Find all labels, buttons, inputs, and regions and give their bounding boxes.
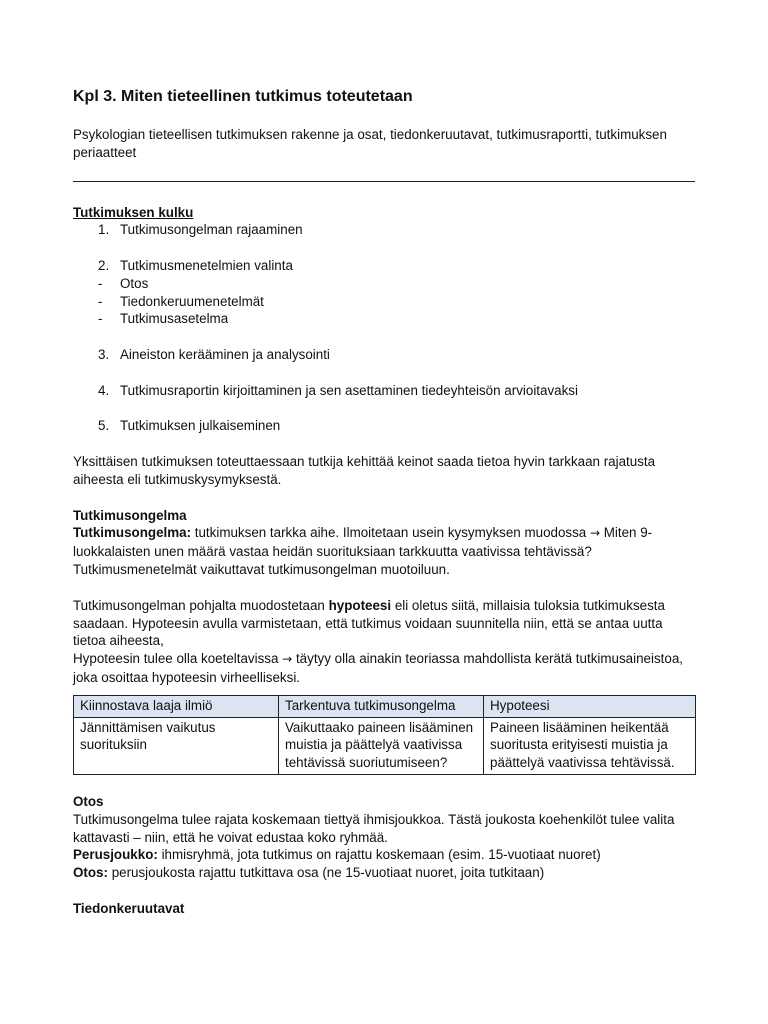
testability-paragraph: Hypoteesin tulee olla koeteltavissa → täytyy olla ainakin teoriassa mahdollista kerätä tutkimusaineistoa, joka osoittaa hypoteesin virheelliseksi. [73,651,683,685]
list-item-step-3 [73,346,695,364]
arrow-right-icon: → [282,652,293,667]
term-tutkimusongelma: Tutkimusongelma: [73,525,192,541]
table-row [74,717,696,774]
step-text: Aineiston kerääminen ja analysointi [120,346,330,362]
steps-list [73,221,695,435]
step-number: 3. [98,346,110,362]
step-text: Tutkimuksen julkaiseminen [120,418,281,434]
step-number: 1. [98,222,110,238]
otos-paragraph: Tutkimusongelma tulee rajata koskemaan tiettyä ihmisjoukkoa. Tästä joukosta koehenkilöt tulee valita kattavasti – niin, että he voivat edustaa koko ryhmää. [73,811,675,845]
dash-bullet: - [98,293,103,309]
methods-note: Tutkimusmenetelmät vaikuttavat tutkimusongelman muotoiluun. [73,561,450,577]
perusjoukko-definition: Perusjoukko: ihmisryhmä, jota tutkimus on rajattu koskemaan (esim. 15-vuotiaat nuoret) [73,847,601,863]
list-item-step-1 [73,221,695,239]
column-header: Kiinnostava laaja ilmiö [74,695,279,717]
dash-bullet: - [98,311,103,327]
step-number: 5. [98,418,110,434]
table-cell: Vaikuttaako paineen lisääminen muistia ja päättelyä vaativissa tehtävissä suoriutumiseen? [279,717,484,774]
step-number: 2. [98,257,110,273]
step-number: 4. [98,382,110,398]
dash-bullet: - [98,275,103,291]
column-header: Hypoteesi [484,695,696,717]
term-hypoteesi: hypoteesi [328,597,392,613]
table-header-row [74,695,696,717]
step-text: Tutkimusongelman rajaaminen [120,222,303,238]
table-cell: Paineen lisääminen heikentää suoritusta erityisesti muistia ja päättelyä vaativissa tehtävissä. [484,717,696,774]
list-item-step-2 [73,257,695,275]
list-item-step-4 [73,382,695,400]
otos-definition: Otos: perusjoukosta rajattu tutkittava osa (ne 15-vuotiaat nuoret, joita tutkitaan) [73,865,545,881]
hypothesis-paragraph: Tutkimusongelman pohjalta muodostetaan hypoteesi eli oletus siitä, millaisia tuloksia tutkimuksesta saadaan. Hypoteesin avulla varmistetaan, että tutkimus voidaan suunnitella niin, että se antaa uutta tietoa aiheesta, [73,597,665,649]
sub-list [73,275,695,328]
table-cell: Jännittämisen vaikutus suorituksiin [74,717,279,774]
document-content [73,86,695,918]
list-item-sub: - Tiedonkeruumenetelmät [73,293,695,311]
list-item-step-5 [73,417,695,435]
page-subtitle: Psykologian tieteellisen tutkimuksen rakenne ja osat, tiedonkeruutavat, tutkimusraportti, tutkimuksen periaatteet [73,127,667,160]
term-perusjoukko: Perusjoukko: [73,847,158,863]
section-heading-ongelma: Tutkimusongelma [73,507,187,523]
hypothesis-table [73,695,696,775]
arrow-right-icon: → [589,526,601,541]
column-header: Tarkentuva tutkimusongelma [279,695,484,717]
list-item-sub: - Otos [73,275,695,293]
page-title: Kpl 3. Miten tieteellinen tutkimus toteutetaan [73,88,413,105]
section-heading-otos: Otos [73,793,104,809]
term-otos: Otos: [73,865,108,881]
step-text: Tutkimusraportin kirjoittaminen ja sen asettaminen tiedeyhteisön arvioitavaksi [120,382,578,398]
section-heading-kulku: Tutkimuksen kulku [73,204,194,220]
section-heading-tiedonkeruu: Tiedonkeruutavat [73,900,185,916]
divider [73,181,695,182]
definition-paragraph: Tutkimusongelma: tutkimuksen tarkka aihe. Ilmoitetaan usein kysymyksen muodossa → Miten 9-luokkalaisten unen määrä vastaa heidän suorituksiaan tarkkuutta vaativissa tehtävissä? [73,525,653,560]
intro-paragraph: Yksittäisen tutkimuksen toteuttaessaan tutkija kehittää keinot saada tietoa hyvin tarkkaan rajatusta aiheesta eli tutkimuskysymyksestä. [73,453,656,487]
list-item-sub: - Tutkimusasetelma [73,310,695,328]
step-text: Tutkimusmenetelmien valinta [120,257,293,273]
